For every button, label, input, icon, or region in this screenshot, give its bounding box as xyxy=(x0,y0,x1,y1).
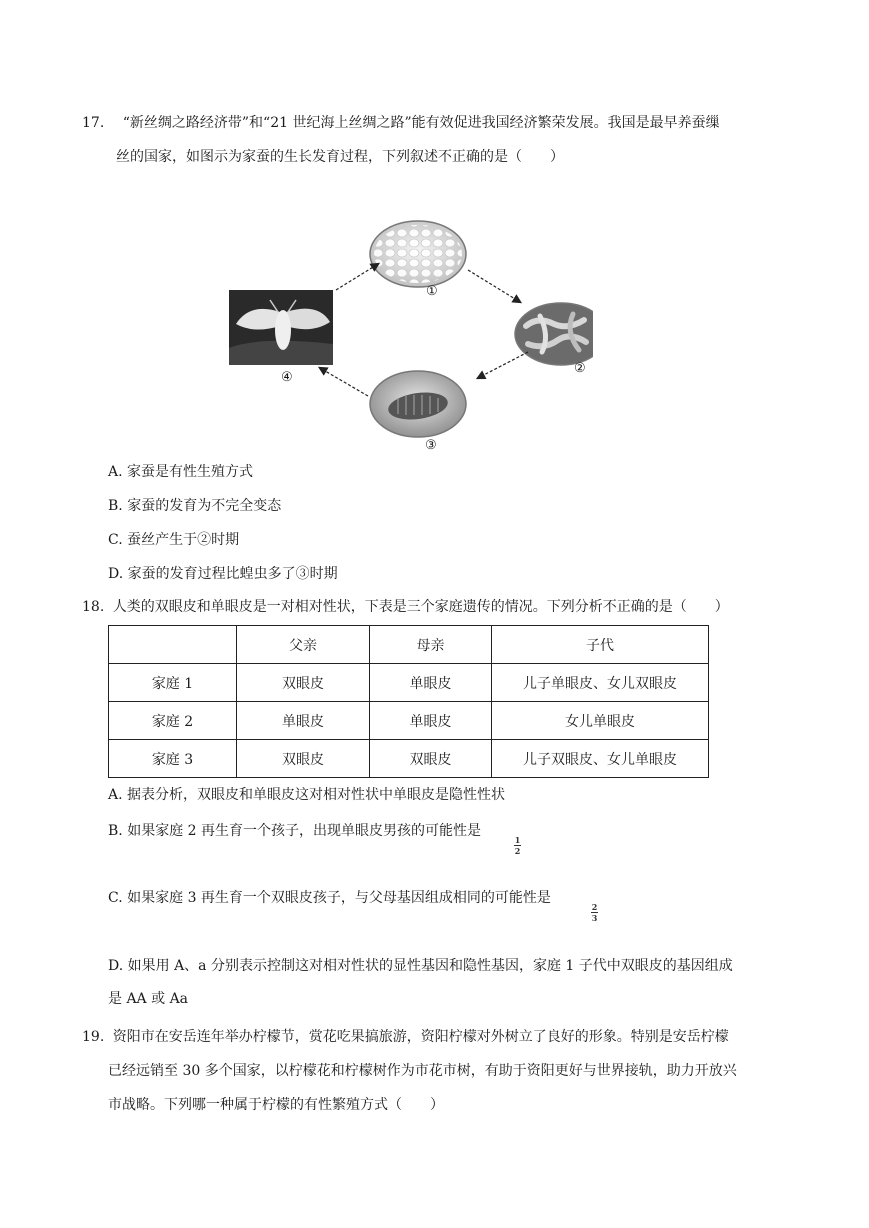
q17-stem-line1 xyxy=(82,113,720,133)
table-row xyxy=(109,664,709,702)
fraction-denominator: 2 xyxy=(514,846,521,856)
table-cell: 家庭 2 xyxy=(109,702,237,740)
q17-option-c: C. 蚕丝产生于②时期 xyxy=(108,532,240,548)
q18-option-c: C. 如果家庭 3 再生育一个双眼皮孩子，与父母基因组成相同的可能性是 xyxy=(108,890,551,906)
moth-stage-image xyxy=(229,290,333,365)
egg-stage-image xyxy=(370,221,466,287)
table-cell: 单眼皮 xyxy=(370,664,492,702)
q18-stem-line xyxy=(82,597,729,617)
table-cell: 单眼皮 xyxy=(237,702,370,740)
table-header-cell xyxy=(109,626,237,664)
table-header-cell: 子代 xyxy=(492,626,709,664)
arrow-moth-to-egg xyxy=(336,264,378,290)
fraction-denominator: 3 xyxy=(591,913,598,923)
table-header-cell: 母亲 xyxy=(370,626,492,664)
q19-stem-line3: 市战略。下列哪一种属于柠檬的有性繁殖方式（ ） xyxy=(108,1097,444,1113)
q17-option-b: B. 家蚕的发育为不完全变态 xyxy=(108,498,282,514)
q17-option-a: A. 家蚕是有性生殖方式 xyxy=(108,464,254,480)
q19-stem-line2: 已经远销至 30 多个国家，以柠檬花和柠檬树作为市花市树，有助于资阳更好与世界接轨，助力开放兴 xyxy=(108,1063,737,1079)
table-row xyxy=(109,702,709,740)
q19-stem-text: 资阳市在安岳连年举办柠檬节，赏花吃果搞旅游，资阳柠檬对外树立了良好的形象。特别是安岳柠檬 xyxy=(112,1029,729,1045)
table-cell: 家庭 3 xyxy=(109,740,237,778)
label-stage-1: ① xyxy=(426,284,438,299)
q18-option-a: A. 据表分析，双眼皮和单眼皮这对相对性状中单眼皮是隐性性状 xyxy=(108,787,506,803)
fraction-one-half xyxy=(514,836,521,855)
pupa-stage-image xyxy=(370,371,466,437)
inheritance-table xyxy=(108,625,709,778)
table-cell: 女儿单眼皮 xyxy=(492,702,709,740)
table-row xyxy=(109,740,709,778)
fraction-two-thirds xyxy=(591,903,598,922)
fraction-numerator: 1 xyxy=(514,835,521,845)
q18-option-b: B. 如果家庭 2 再生育一个孩子，出现单眼皮男孩的可能性是 xyxy=(108,823,481,839)
table-cell: 儿子双眼皮、女儿单眼皮 xyxy=(492,740,709,778)
larva-stage-image xyxy=(515,303,593,365)
table-cell: 双眼皮 xyxy=(370,740,492,778)
arrow-egg-to-larva xyxy=(468,270,520,302)
q17-stem-text: “新丝绸之路经济带”和“21 世纪海上丝绸之路”能有效促进我国经济繁荣发展。我国是最早养蚕缫 xyxy=(122,115,720,131)
fraction-numerator: 2 xyxy=(591,902,598,912)
q18-option-d-line2: 是 AA 或 Aa xyxy=(108,991,189,1007)
table-cell: 双眼皮 xyxy=(237,664,370,702)
q19-stem-line1 xyxy=(82,1027,729,1047)
table-cell: 单眼皮 xyxy=(370,702,492,740)
silkworm-lifecycle-figure xyxy=(228,218,593,454)
table-cell: 家庭 1 xyxy=(109,664,237,702)
q17-stem-line2: 丝的国家，如图示为家蚕的生长发育过程，下列叙述不正确的是（ ） xyxy=(116,149,564,165)
q18-stem-text: 人类的双眼皮和单眼皮是一对相对性状，下表是三个家庭遗传的情况。下列分析不正确的是（ ） xyxy=(112,599,729,615)
q18-number: 18. xyxy=(82,599,105,615)
table-cell: 双眼皮 xyxy=(237,740,370,778)
q17-option-d: D. 家蚕的发育过程比蝗虫多了③时期 xyxy=(108,566,338,582)
arrow-larva-to-pupa xyxy=(478,352,528,378)
q17-number: 17. xyxy=(82,115,105,131)
label-stage-4: ④ xyxy=(281,370,293,385)
q19-number: 19. xyxy=(82,1029,105,1045)
arrow-pupa-to-moth xyxy=(320,368,368,396)
table-header-row xyxy=(109,626,709,664)
table-header-cell: 父亲 xyxy=(237,626,370,664)
label-stage-3: ③ xyxy=(425,438,437,453)
q18-option-d-line1: D. 如果用 A、a 分别表示控制这对相对性状的显性基因和隐性基因，家庭 1 子代中双眼皮的基因组成 xyxy=(108,958,733,974)
table-cell: 儿子单眼皮、女儿双眼皮 xyxy=(492,664,709,702)
label-stage-2: ② xyxy=(574,361,586,376)
